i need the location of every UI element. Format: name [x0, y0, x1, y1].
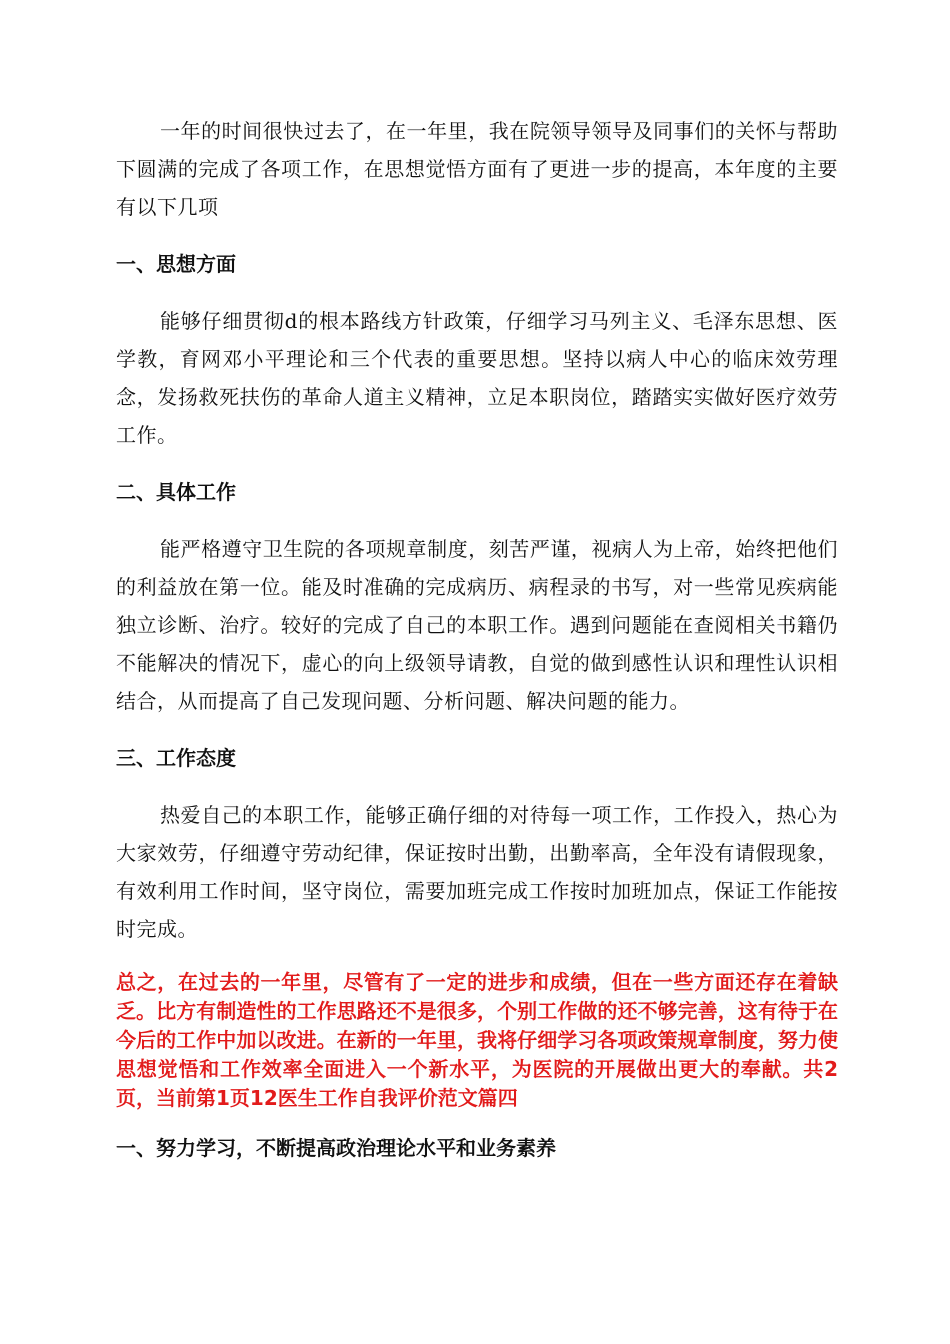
section-body-specific-work: 能严格遵守卫生院的各项规章制度，刻苦严谨，视病人为上帝，始终把他们的利益放在第一位。能及时准确的完成病历、病程录的书写，对一些常见疾病能独立诊断、治疗。较好的完成了自己的本职工作。遇到问题能在查阅相关书籍仍不能解决的情况下，虚心的向上级领导请教，自觉的做到感性认识和理性认识相结合，从而提高了自己发现问题、分析问题、解决问题的能力。 [116, 537, 838, 713]
highlight-summary-paragraph: 总之，在过去的一年里，尽管有了一定的进步和成绩，但在一些方面还存在着缺乏。比方有制造性的工作思路还不是很多，个别工作做的还不够完善，这有待于在今后的工作中加以改进。在新的一年里，我将仔细学习各项政策规章制度，努力使思想觉悟和工作效率全面进入一个新水平，为医院的开展做出更大的奉献。共2页，当前第1页12医生工作自我评价范文篇四 [116, 970, 838, 1110]
section-heading-study: 一、努力学习，不断提高政治理论水平和业务素养 [116, 1136, 556, 1160]
intro-paragraph: 一年的时间很快过去了，在一年里，我在院领导领导及同事们的关怀与帮助下圆满的完成了各项工作，在思想觉悟方面有了更进一步的提高，本年度的主要有以下几项 [116, 119, 838, 219]
section-heading-work-attitude: 三、工作态度 [116, 746, 236, 770]
section-heading-specific-work: 二、具体工作 [116, 480, 236, 504]
section-heading-thought: 一、思想方面 [116, 252, 236, 276]
document-page [116, 112, 838, 1163]
section-body-work-attitude: 热爱自己的本职工作，能够正确仔细的对待每一项工作，工作投入，热心为大家效劳，仔细遵守劳动纪律，保证按时出勤，出勤率高，全年没有请假现象，有效利用工作时间，坚守岗位，需要加班完成工作按时加班加点，保证工作能按时完成。 [116, 803, 838, 941]
section-body-thought: 能够仔细贯彻d的根本路线方针政策，仔细学习马列主义、毛泽东思想、医学教，育网邓小平理论和三个代表的重要思想。坚持以病人中心的临床效劳理念，发扬救死扶伤的革命人道主义精神，立足本职岗位，踏踏实实做好医疗效劳工作。 [116, 309, 838, 447]
